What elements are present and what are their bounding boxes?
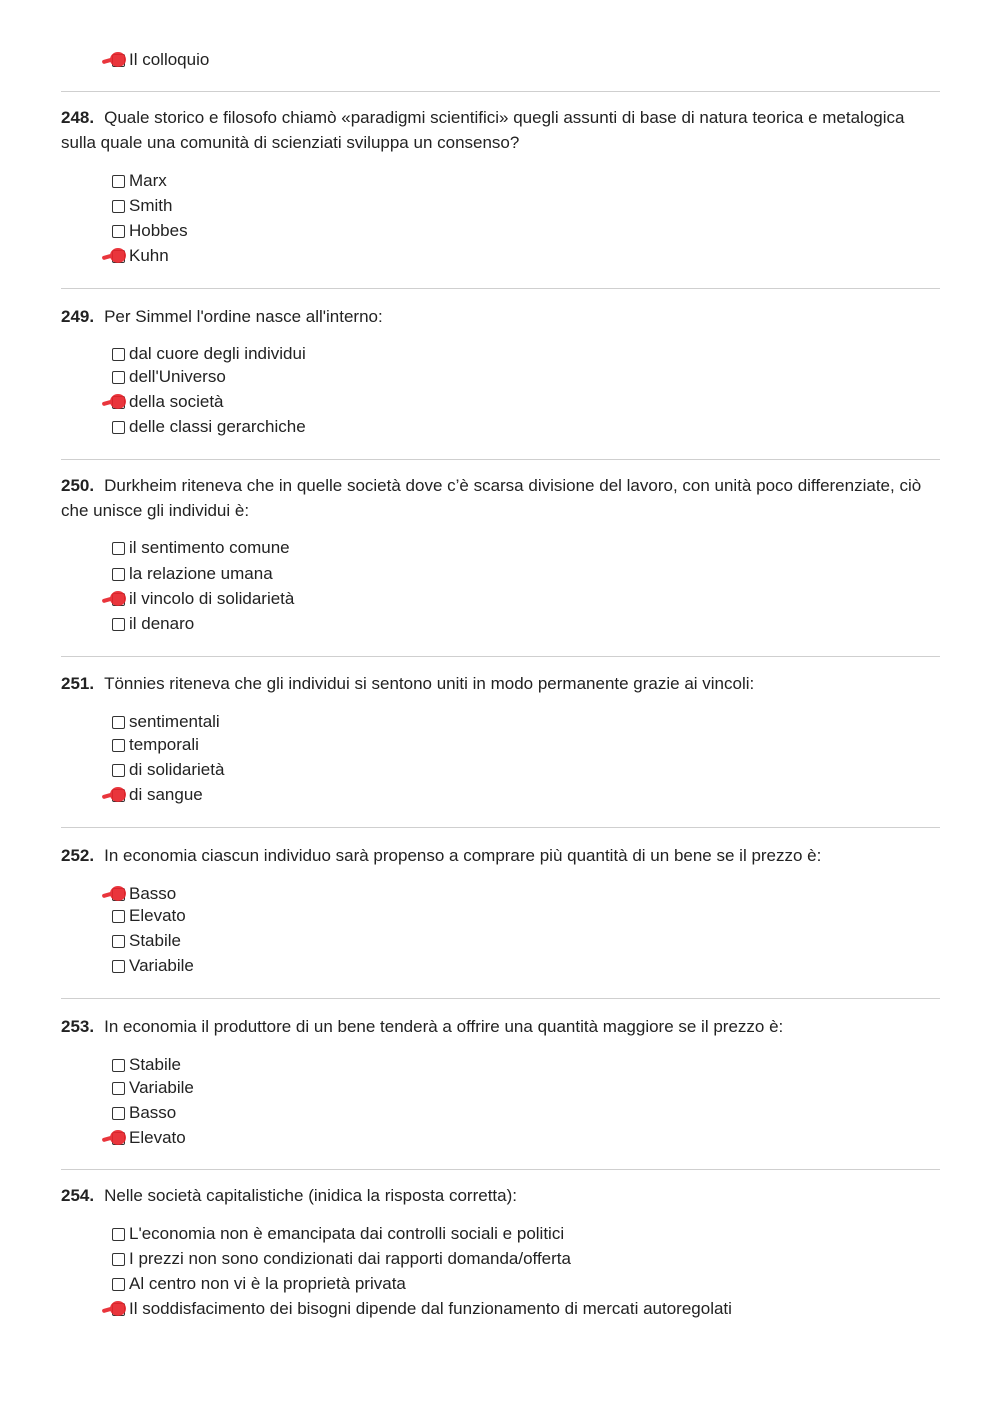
option-label: Elevato	[129, 906, 186, 925]
checkbox[interactable]	[112, 1228, 125, 1241]
checkbox[interactable]	[112, 739, 125, 752]
selected-mark-icon	[110, 1301, 126, 1316]
option-label: sentimentali	[129, 712, 220, 731]
checkbox[interactable]	[112, 250, 125, 263]
option-label: Basso	[129, 1103, 177, 1122]
option-label: I prezzi non sono condizionati dai rapporti domanda/offerta	[129, 1249, 571, 1268]
checkbox[interactable]	[112, 1303, 125, 1316]
question-text	[61, 304, 941, 329]
question-body: Nelle società capitalistiche (inidica la risposta corretta):	[104, 1186, 517, 1205]
checkbox[interactable]	[112, 421, 125, 434]
answer-option[interactable]	[110, 613, 194, 635]
option-label: L'economia non è emancipata dai controlli sociali e politici	[129, 1224, 565, 1243]
checkbox[interactable]	[112, 1082, 125, 1095]
checkbox[interactable]	[112, 1059, 125, 1072]
answer-option[interactable]	[110, 734, 199, 756]
option-label: di sangue	[129, 785, 203, 804]
question-text	[61, 843, 941, 868]
answer-option[interactable]	[110, 366, 226, 388]
option-label: Stabile	[129, 931, 181, 950]
checkbox[interactable]	[112, 200, 125, 213]
answer-option[interactable]	[110, 563, 273, 585]
option-label: il sentimento comune	[129, 538, 290, 557]
answer-option[interactable]	[110, 905, 186, 927]
answer-option[interactable]	[110, 759, 224, 781]
option-label: il vincolo di solidarietà	[129, 589, 295, 608]
checkbox[interactable]	[112, 371, 125, 384]
answer-option[interactable]	[110, 1273, 406, 1295]
checkbox[interactable]	[112, 1132, 125, 1145]
selected-mark-icon	[110, 52, 126, 67]
question-body: Per Simmel l'ordine nasce all'interno:	[104, 307, 383, 326]
answer-option[interactable]	[110, 220, 188, 242]
question-number: 250.	[61, 476, 95, 495]
question-text	[61, 1014, 941, 1039]
answer-option[interactable]	[110, 784, 203, 806]
question-number: 252.	[61, 846, 95, 865]
checkbox[interactable]	[112, 1253, 125, 1266]
answer-option[interactable]	[110, 195, 172, 217]
divider	[61, 1169, 940, 1170]
answer-option[interactable]	[110, 1248, 571, 1270]
option-label: Al centro non vi è la proprietà privata	[129, 1274, 406, 1293]
option-label: Smith	[129, 196, 173, 215]
selected-mark-icon	[110, 248, 126, 263]
divider	[61, 827, 940, 828]
question-body: In economia ciascun individuo sarà propenso a comprare più quantità di un bene se il prezzo è:	[104, 846, 822, 865]
option-label: Marx	[129, 171, 167, 190]
answer-option[interactable]	[110, 711, 220, 733]
answer-option[interactable]	[110, 1298, 732, 1320]
answer-option[interactable]	[110, 1127, 186, 1149]
divider	[61, 91, 940, 92]
question-number: 253.	[61, 1017, 95, 1036]
question-body: Quale storico e filosofo chiamò «paradigmi scientifici» quegli assunti di base di natura teorica e metalogica sulla quale una comunità di scienziati sviluppa un consenso?	[61, 108, 905, 152]
divider	[61, 656, 940, 657]
answer-option[interactable]	[110, 1102, 176, 1124]
answer-option[interactable]	[110, 1077, 194, 1099]
answer-option[interactable]	[110, 930, 181, 952]
option-label: temporali	[129, 735, 199, 754]
question-number: 254.	[61, 1186, 95, 1205]
checkbox[interactable]	[112, 542, 125, 555]
question-number: 249.	[61, 307, 95, 326]
checkbox[interactable]	[112, 396, 125, 409]
answer-option[interactable]	[110, 883, 176, 905]
checkbox[interactable]	[112, 568, 125, 581]
option-label: Kuhn	[129, 246, 169, 265]
option-label: il denaro	[129, 614, 195, 633]
checkbox[interactable]	[112, 888, 125, 901]
question-text	[61, 473, 941, 523]
option-label: Il colloquio	[129, 50, 210, 69]
selected-mark-icon	[110, 886, 126, 901]
checkbox[interactable]	[112, 935, 125, 948]
question-text	[61, 671, 941, 696]
option-label: dal cuore degli individui	[129, 344, 306, 363]
option-label: dell'Universo	[129, 367, 226, 386]
option-label: delle classi gerarchiche	[129, 417, 306, 436]
checkbox[interactable]	[112, 175, 125, 188]
option-label: Basso	[129, 884, 177, 903]
option-label: Stabile	[129, 1055, 181, 1074]
answer-option[interactable]	[110, 343, 306, 365]
option-label: Hobbes	[129, 221, 188, 240]
question-number: 248.	[61, 108, 95, 127]
question-body: Tönnies riteneva che gli individui si sentono uniti in modo permanente grazie ai vincoli:	[104, 674, 755, 693]
question-body: Durkheim riteneva che in quelle società dove c’è scarsa divisione del lavoro, con unità poco differenziate, ciò che unisce gli individui è:	[61, 476, 922, 520]
answer-option[interactable]	[110, 955, 194, 977]
option-label: la relazione umana	[129, 564, 273, 583]
answer-option[interactable]	[110, 416, 306, 438]
divider	[61, 998, 940, 999]
checkbox[interactable]	[112, 1278, 125, 1291]
option-label: Variabile	[129, 956, 194, 975]
selected-mark-icon	[110, 787, 126, 802]
answer-option[interactable]	[110, 49, 209, 71]
checkbox[interactable]	[112, 960, 125, 973]
answer-option[interactable]	[110, 1223, 564, 1245]
option-label: di solidarietà	[129, 760, 225, 779]
checkbox[interactable]	[112, 764, 125, 777]
checkbox[interactable]	[112, 593, 125, 606]
checkbox[interactable]	[112, 54, 125, 67]
answer-option[interactable]	[110, 391, 224, 413]
checkbox[interactable]	[112, 789, 125, 802]
answer-option[interactable]	[110, 537, 290, 559]
checkbox[interactable]	[112, 225, 125, 238]
answer-option[interactable]	[110, 1054, 181, 1076]
divider	[61, 288, 940, 289]
checkbox[interactable]	[112, 1107, 125, 1120]
checkbox[interactable]	[112, 618, 125, 631]
selected-mark-icon	[110, 1130, 126, 1145]
question-body: In economia il produttore di un bene tenderà a offrire una quantità maggiore se il prezzo è:	[104, 1017, 784, 1036]
question-text	[61, 1183, 941, 1208]
question-number: 251.	[61, 674, 95, 693]
option-label: Variabile	[129, 1078, 194, 1097]
checkbox[interactable]	[112, 716, 125, 729]
selected-mark-icon	[110, 591, 126, 606]
question-text	[61, 105, 941, 155]
option-label: Il soddisfacimento dei bisogni dipende dal funzionamento di mercati autoregolati	[129, 1299, 732, 1318]
divider	[61, 459, 940, 460]
option-label: della società	[129, 392, 224, 411]
answer-option[interactable]	[110, 588, 294, 610]
answer-option[interactable]	[110, 170, 167, 192]
selected-mark-icon	[110, 394, 126, 409]
answer-option[interactable]	[110, 245, 169, 267]
checkbox[interactable]	[112, 910, 125, 923]
checkbox[interactable]	[112, 348, 125, 361]
option-label: Elevato	[129, 1128, 186, 1147]
